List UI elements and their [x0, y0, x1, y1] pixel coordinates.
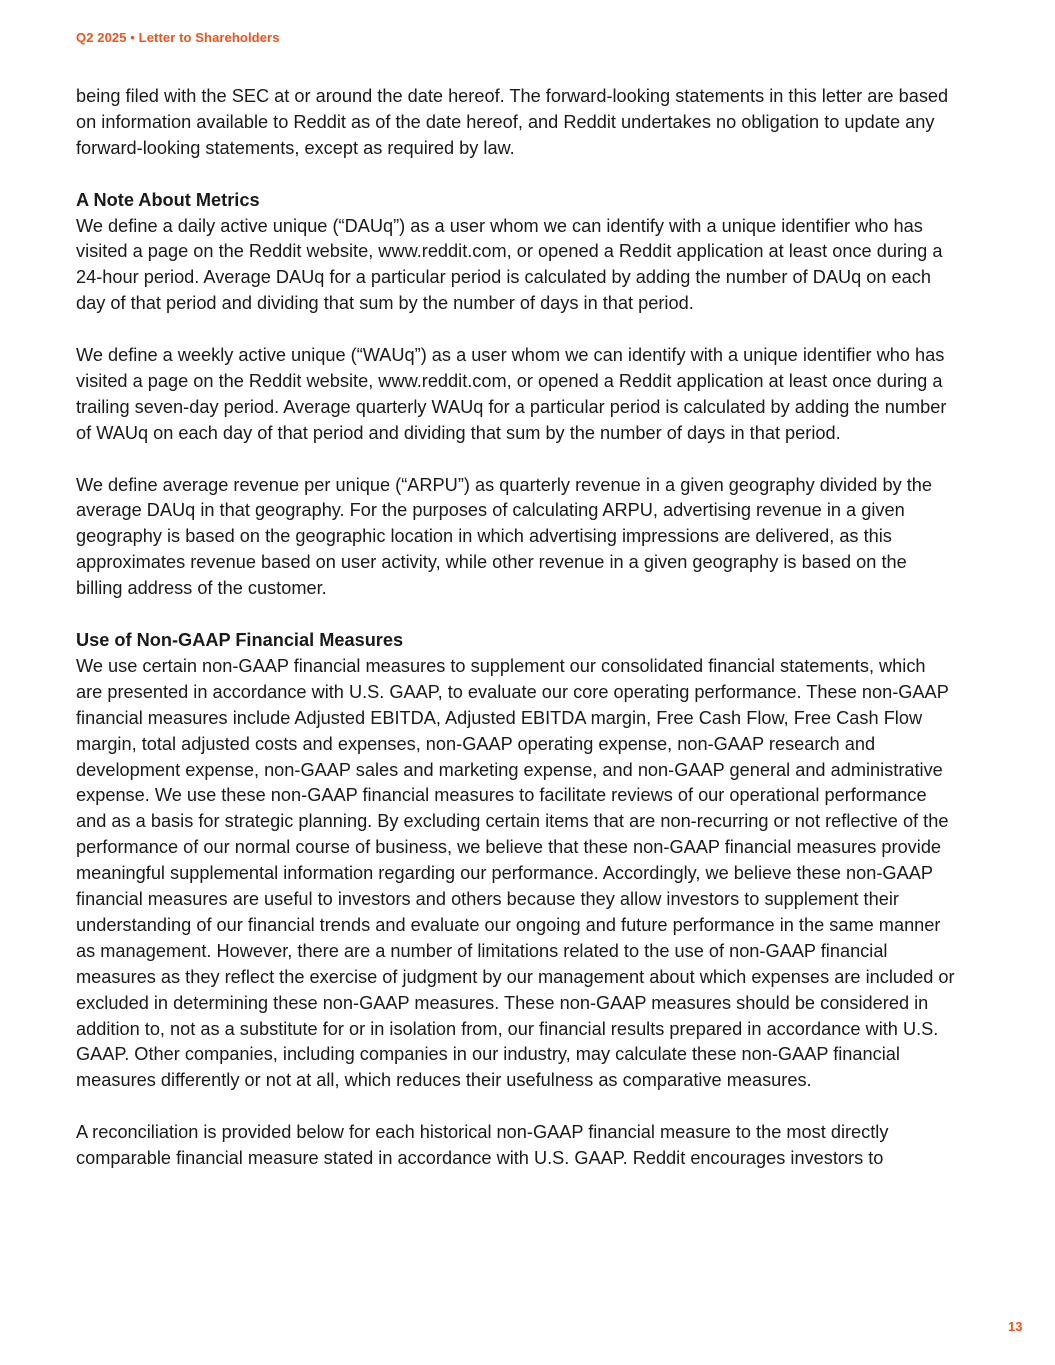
non-gaap-heading: Use of Non-GAAP Financial Measures — [76, 629, 404, 650]
non-gaap-section — [76, 628, 956, 1172]
page-number: 13 — [1008, 1319, 1023, 1334]
page-content — [76, 84, 956, 1198]
document-header: Q2 2025 • Letter to Shareholders — [76, 30, 280, 45]
reconciliation-paragraph: A reconciliation is provided below for each historical non-GAAP financial measure to the most directly comparable financial measure stated in accordance with U.S. GAAP. Reddit encourages investors to — [76, 1122, 889, 1169]
metrics-section — [76, 188, 956, 602]
dauq-definition-paragraph: We define a daily active unique (“DAUq”) as a user whom we can identify with a unique identifier who has visited a page on the Reddit website, www.reddit.com, or opened a Reddit application at least once during a 24-hour period. Average DAUq for a particular period is calculated by adding the number of DAUq on each day of that period and dividing that sum by the number of days in that period. — [76, 215, 943, 314]
wauq-definition-paragraph: We define a weekly active unique (“WAUq”) as a user whom we can identify with a unique identifier who has visited a page on the Reddit website, www.reddit.com, or opened a Reddit application at least once during a trailing seven-day period. Average quarterly WAUq for a particular period is calculated by adding the number of WAUq on each day of that period and dividing that sum by the number of days in that period. — [76, 345, 947, 443]
non-gaap-paragraph: We use certain non-GAAP financial measures to supplement our consolidated financial statements, which are presented in accordance with U.S. GAAP, to evaluate our core operating performance. These non-GAAP financial measures include Adjusted EBITDA, Adjusted EBITDA margin, Free Cash Flow, Free Cash Flow margin, total adjusted costs and expenses, non-GAAP operating expense, non-GAAP research and development expense, non-GAAP sales and marketing expense, and non-GAAP general and administrative expense. We use these non-GAAP financial measures to facilitate reviews of our operational performance and as a basis for strategic planning. By excluding certain items that are non-recurring or not reflective of the performance of our normal course of business, we believe that these non-GAAP financial measures provide meaningful supplemental information regarding our performance. Accordingly, we believe these non-GAAP financial measures are useful to investors and others because they allow investors to supplement their understanding of our financial trends and evaluate our ongoing and future performance in the same manner as management. However, there are a number of limitations related to the use of non-GAAP financial measures as they reflect the exercise of judgment by our management about which expenses are included or excluded in determining these non-GAAP measures. These non-GAAP measures should be considered in addition to, not as a substitute for or in isolation from, our financial results prepared in accordance with U.S. GAAP. Other companies, including companies in our industry, may calculate these non-GAAP financial measures differently or not at all, which reduces their usefulness as comparative measures. — [76, 655, 955, 1091]
metrics-heading: A Note About Metrics — [76, 189, 260, 210]
arpu-definition-paragraph: We define average revenue per unique (“ARPU”) as quarterly revenue in a given geography divided by the average DAUq in that geography. For the purposes of calculating ARPU, advertising revenue in a given geography is based on the geographic location in which advertising impressions are delivered, as this approximates revenue based on user activity, while other revenue in a given geography is based on the billing address of the customer. — [76, 474, 932, 599]
intro-paragraph: being filed with the SEC at or around the date hereof. The forward-looking statements in this letter are based on information available to Reddit as of the date hereof, and Reddit undertakes no obligation to update any forward-looking statements, except as required by law. — [76, 86, 949, 158]
